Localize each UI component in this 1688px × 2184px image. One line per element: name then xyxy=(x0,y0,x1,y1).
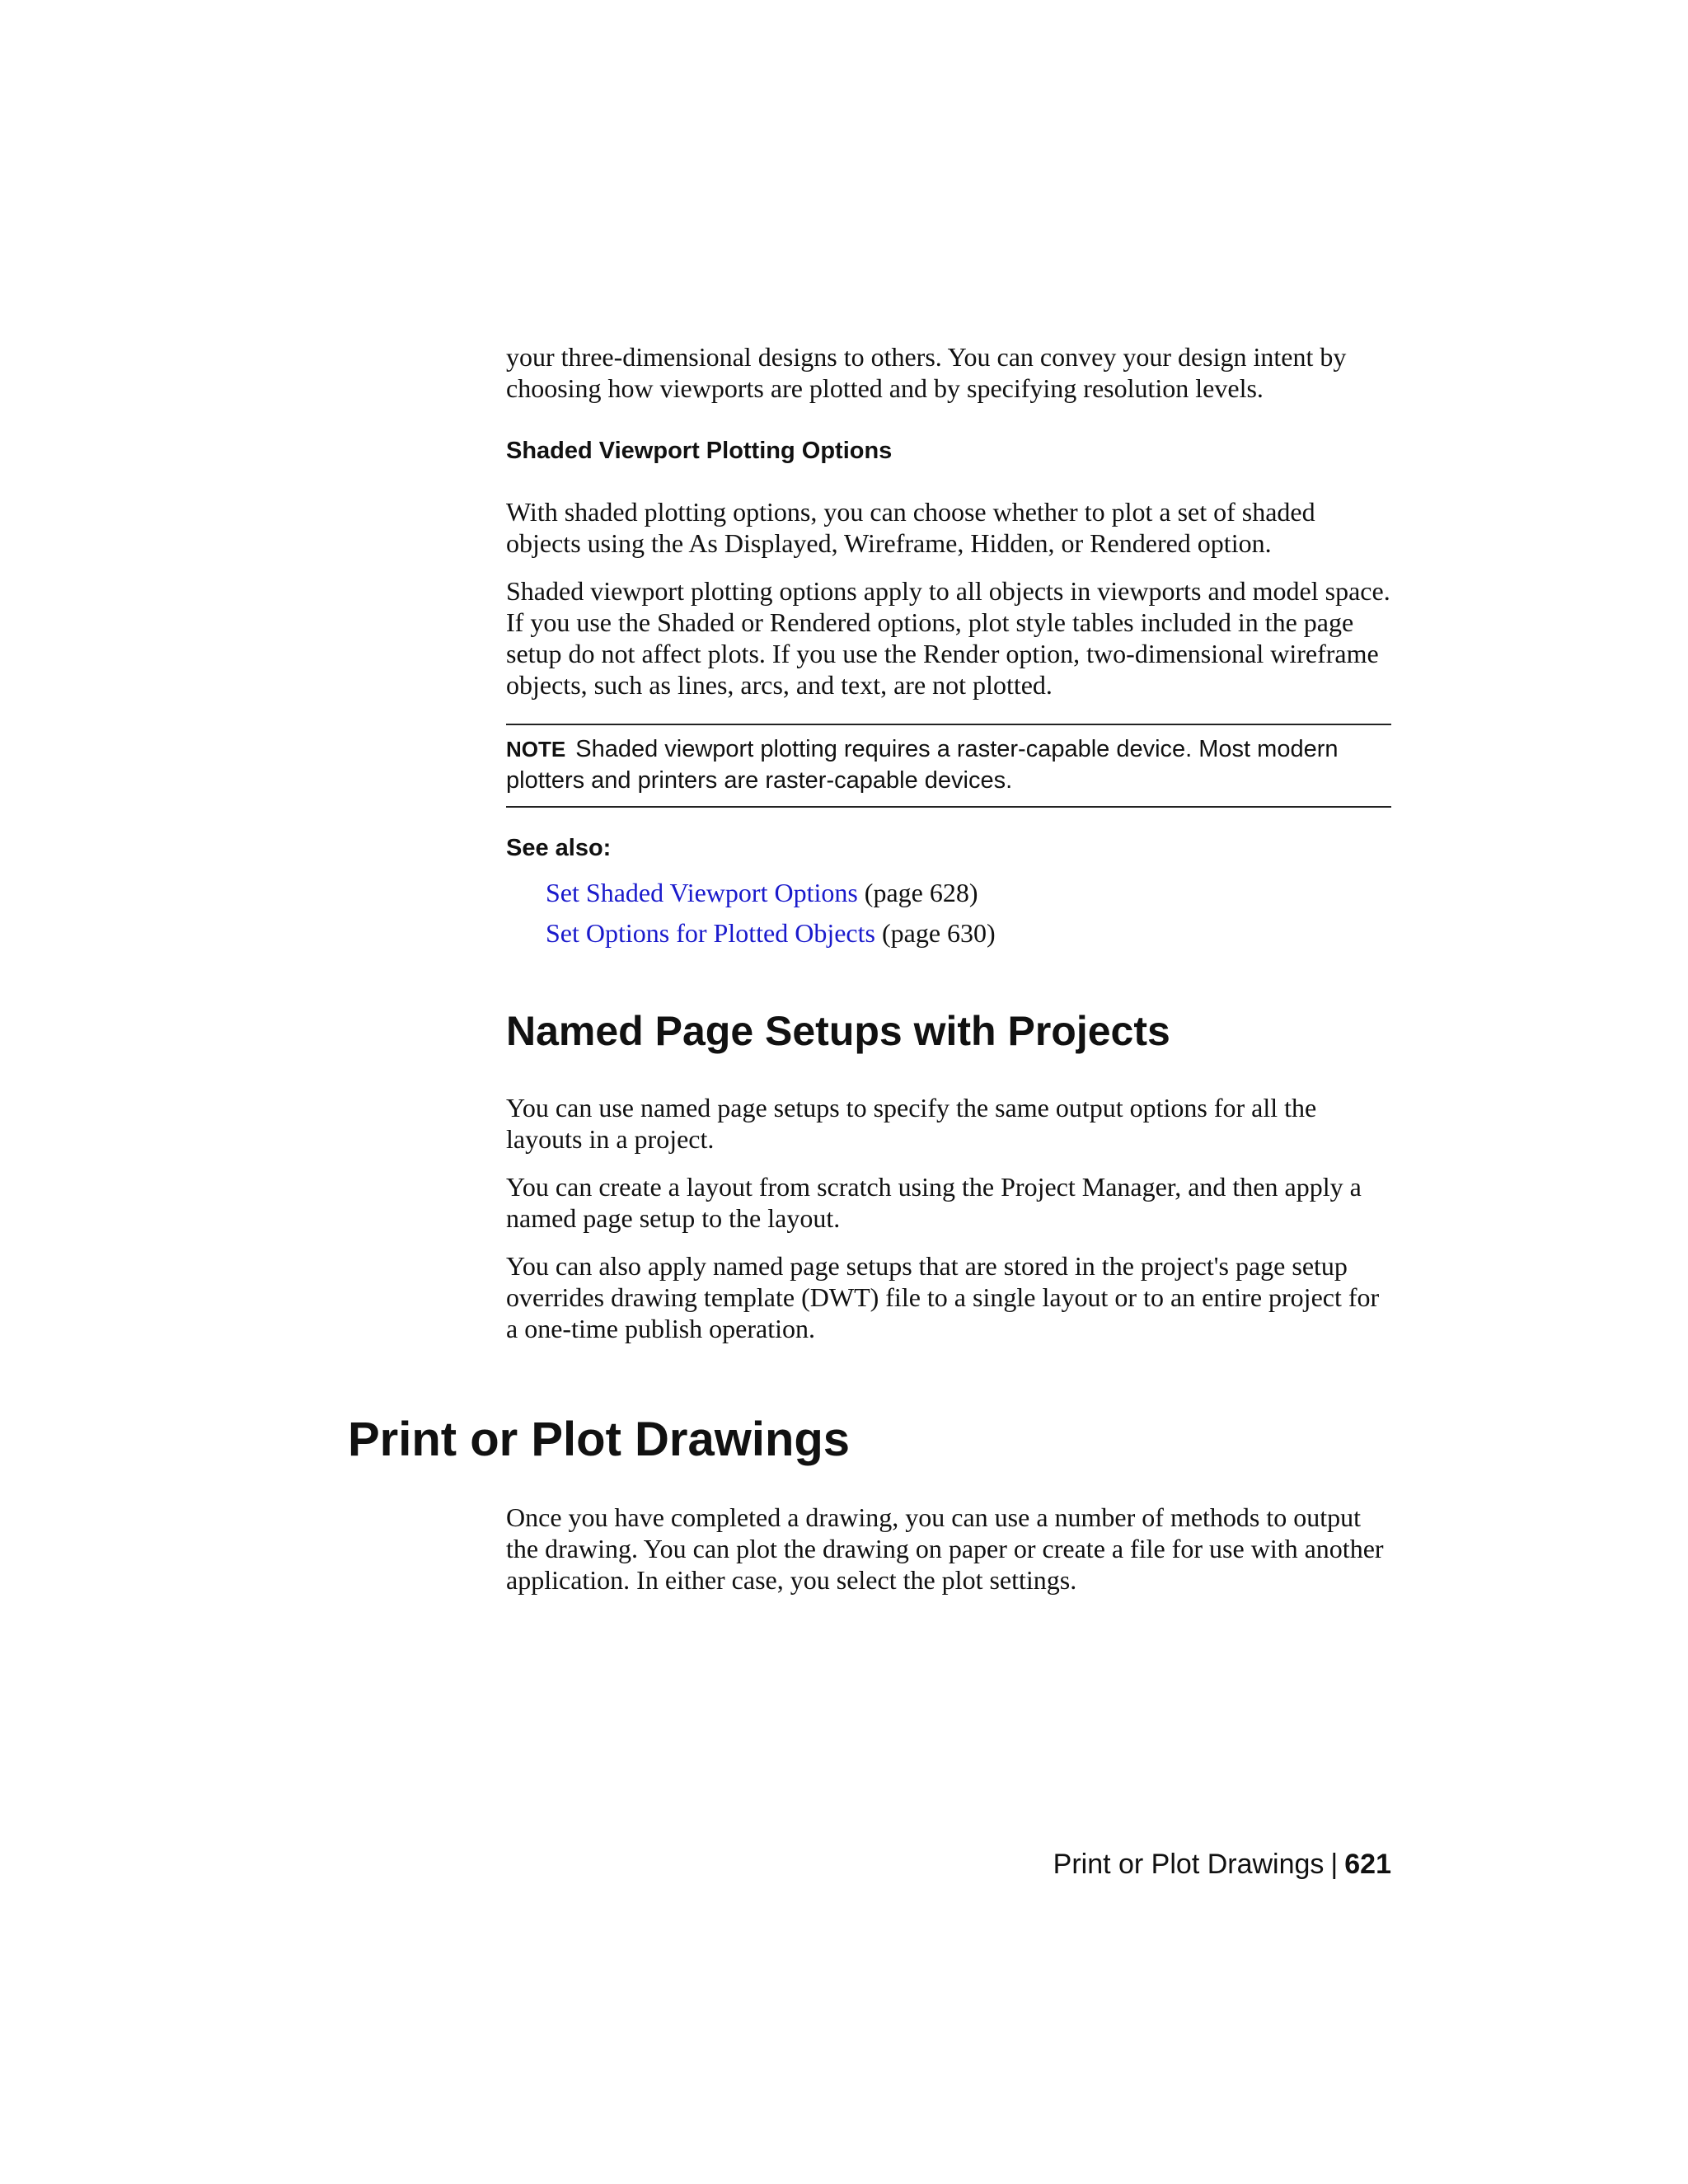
note-label: NOTE xyxy=(506,737,566,762)
footer-section-title: Print or Plot Drawings xyxy=(1053,1849,1325,1880)
page-footer xyxy=(1053,1848,1391,1881)
shaded-paragraph-2: Shaded viewport plotting options apply to all objects in viewports and model space. If you use the Shaded or Rendered options, plot style tables included in the page setup do not affect plots. If you use the Render option, two-dimensional wireframe objects, such as lines, arcs, and text, are not plotted. xyxy=(506,576,1390,700)
see-also-label: See also: xyxy=(506,835,612,861)
print-paragraph-1: Once you have completed a drawing, you can use a number of methods to output the drawing. You can plot the drawing on paper or create a file for use with another application. In either case, you select the plot settings. xyxy=(506,1502,1384,1595)
intro-paragraph: your three-dimensional designs to others. You can convey your design intent by choosing how viewports are plotted and by specifying resolution levels. xyxy=(506,342,1347,403)
see-also-link-plotted-objects[interactable]: Set Options for Plotted Objects xyxy=(546,918,875,948)
shaded-paragraph-1: With shaded plotting options, you can choose whether to plot a set of shaded objects using the As Displayed, Wireframe, Hidden, or Rendered option. xyxy=(506,497,1315,558)
footer-separator: | xyxy=(1330,1849,1339,1880)
named-page-setups-heading: Named Page Setups with Projects xyxy=(506,1008,1170,1054)
shaded-viewport-heading: Shaded Viewport Plotting Options xyxy=(506,438,893,464)
see-also-page-ref: (page 630) xyxy=(881,918,996,948)
print-plot-drawings-heading: Print or Plot Drawings xyxy=(348,1413,851,1466)
see-also-link-shaded-viewport-options[interactable]: Set Shaded Viewport Options xyxy=(546,878,858,907)
note-box xyxy=(506,724,1391,808)
named-page-setups-paragraph-2: You can create a layout from scratch using the Project Manager, and then apply a named page setup to the layout. xyxy=(506,1172,1362,1233)
see-also-item xyxy=(546,877,1391,908)
named-page-setups-paragraph-1: You can use named page setups to specify the same output options for all the layouts in a project. xyxy=(506,1093,1317,1154)
see-also-list xyxy=(506,877,1391,949)
see-also-item xyxy=(546,917,1391,949)
note-text: Shaded viewport plotting requires a raster-capable device. Most modern plotters and printers are raster-capable devices. xyxy=(506,736,1339,794)
named-page-setups-paragraph-3: You can also apply named page setups that are stored in the project's page setup overrides drawing template (DWT) file to a single layout or to an entire project for a one-time publish operation. xyxy=(506,1251,1380,1343)
see-also-page-ref: (page 628) xyxy=(864,878,978,907)
page-number: 621 xyxy=(1344,1849,1391,1880)
main-column xyxy=(506,341,1391,1344)
print-section-column xyxy=(506,1502,1391,1596)
